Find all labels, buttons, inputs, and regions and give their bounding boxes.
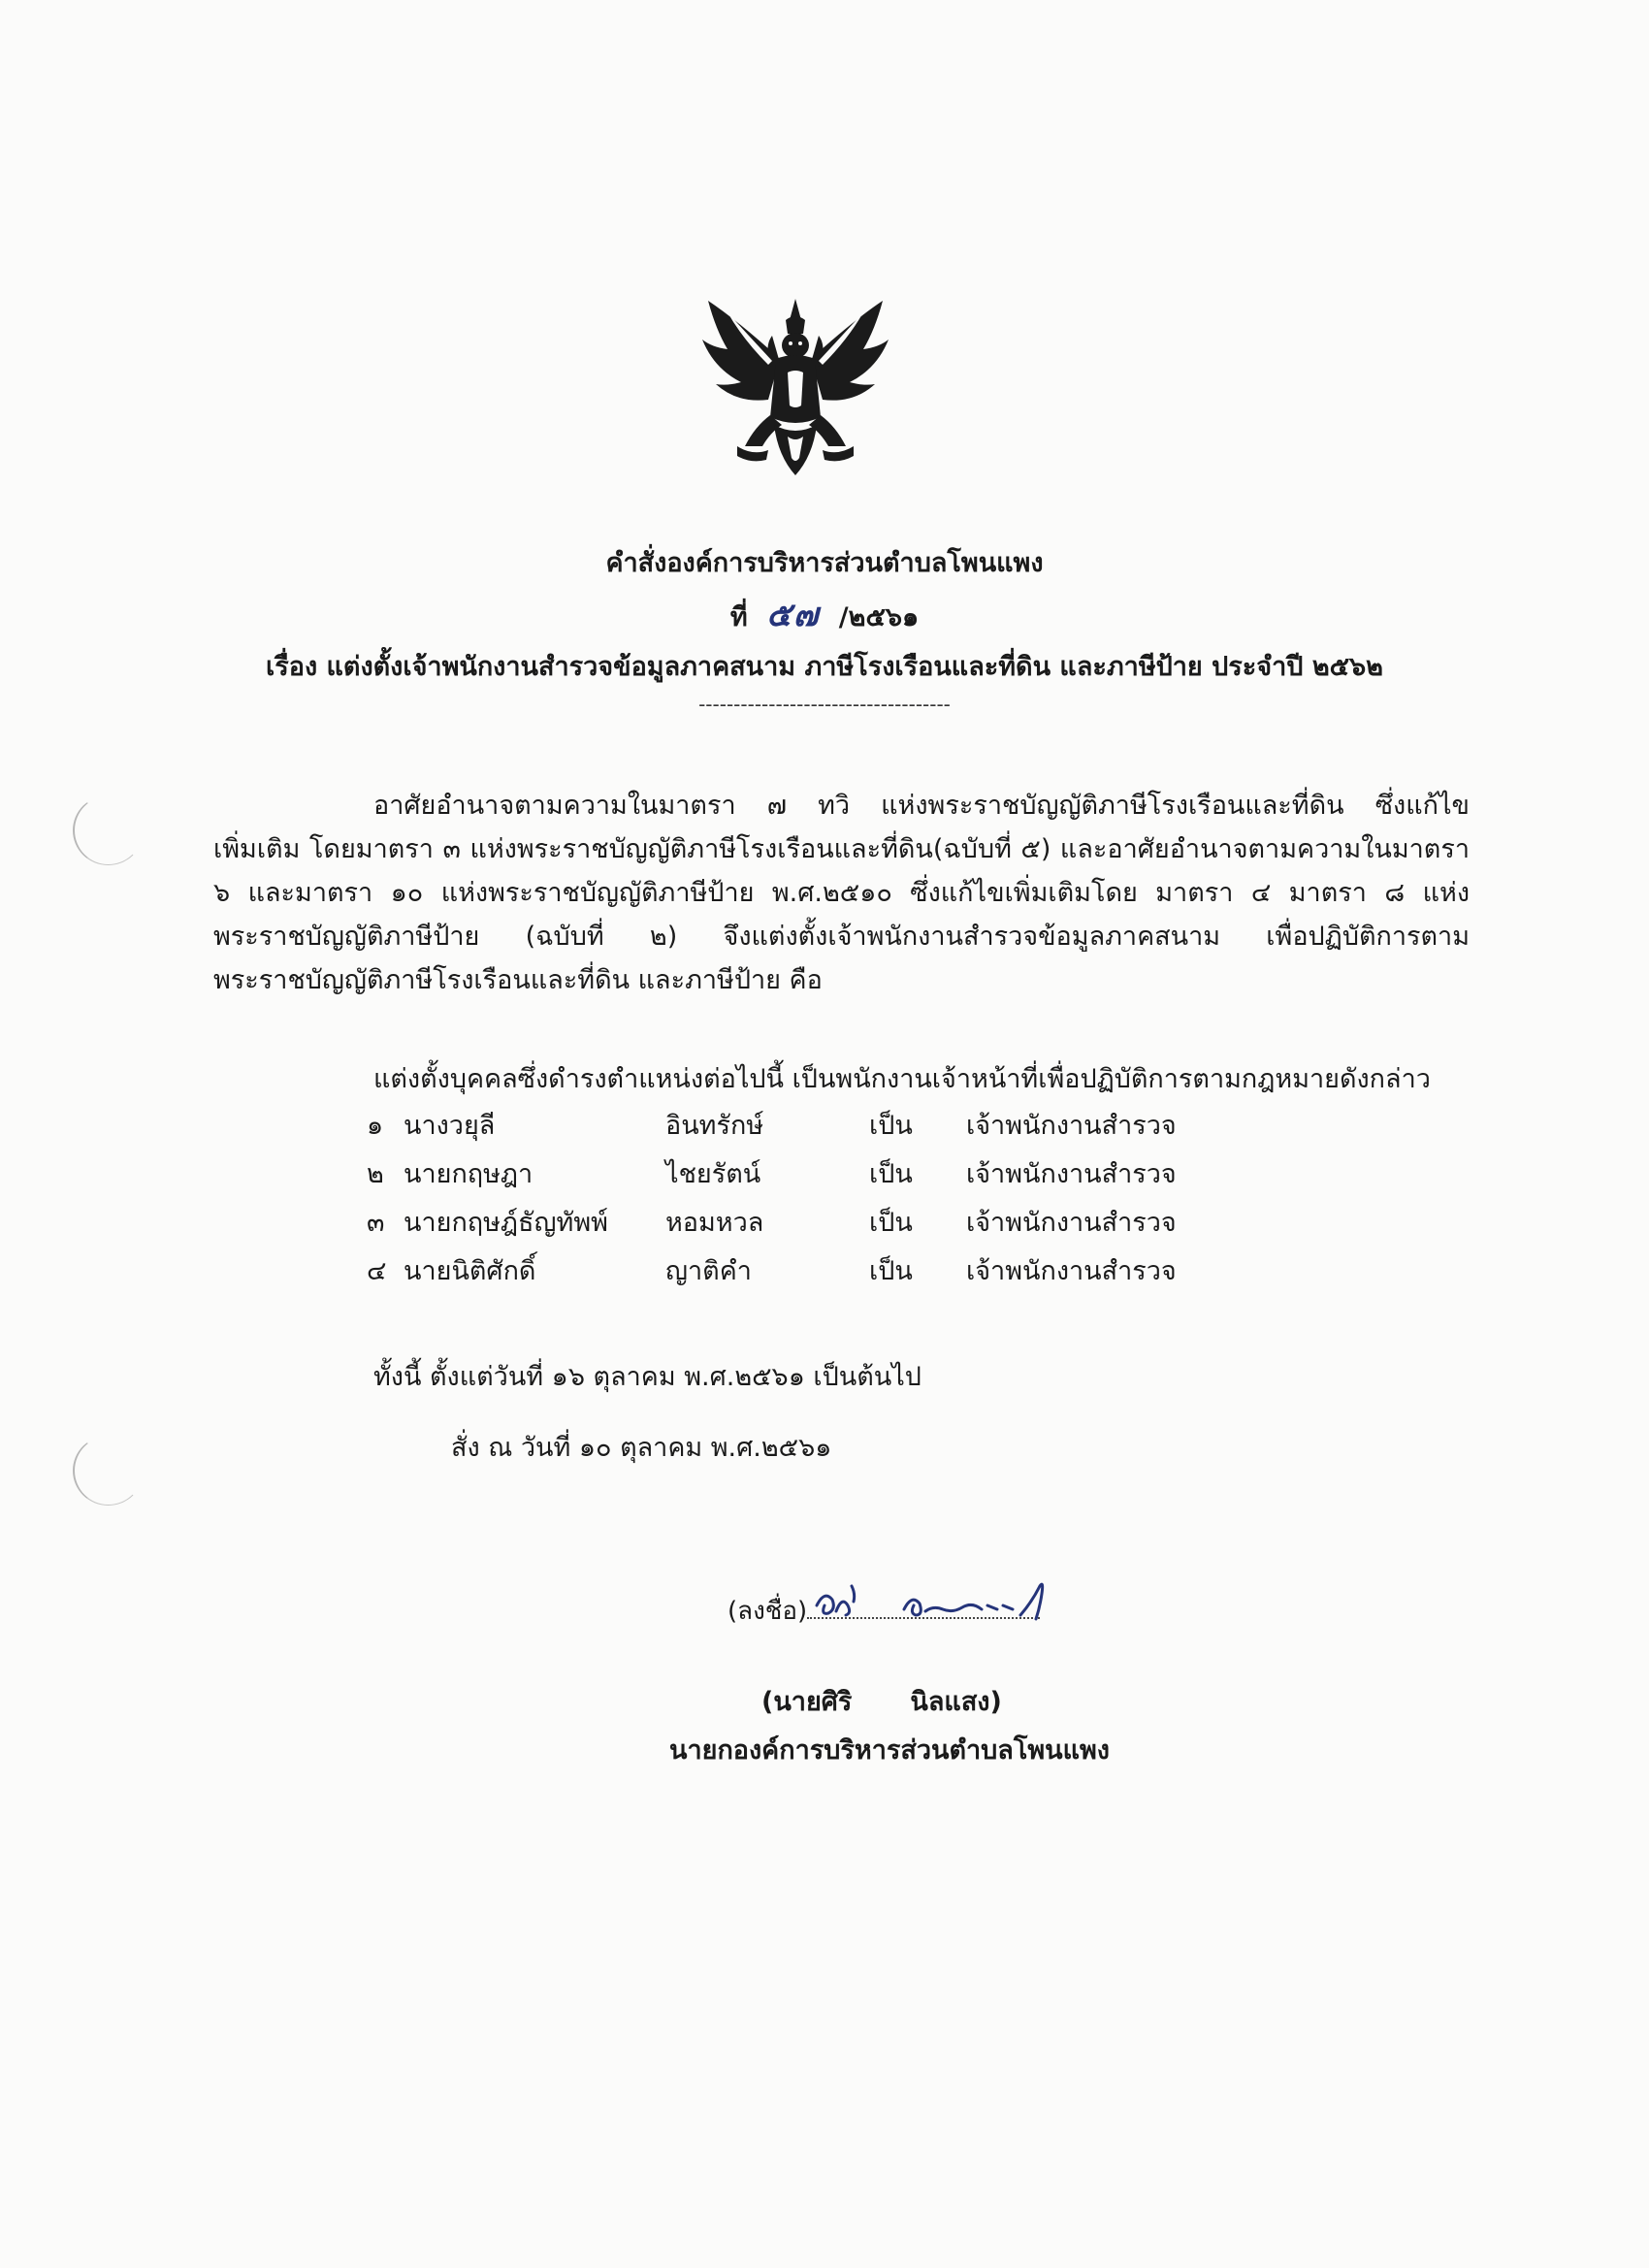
staff-row xyxy=(367,1104,1177,1152)
staff-as: เป็น xyxy=(869,1208,913,1238)
signer-first: (นายศิริ xyxy=(761,1687,853,1717)
staff-first-name: นายนิติศักดิ์ xyxy=(404,1256,536,1286)
preamble-line: พระราชบัญญัติภาษีโรงเรือนและที่ดิน และภาษีป้าย คือ xyxy=(213,965,823,995)
staff-position: เจ้าพนักงานสำรวจ xyxy=(966,1159,1177,1189)
punch-hole-upper xyxy=(73,795,144,865)
staff-number: ๑ xyxy=(367,1111,384,1141)
punch-hole-lower xyxy=(73,1436,144,1506)
staff-position: เจ้าพนักงานสำรวจ xyxy=(966,1256,1177,1286)
divider-rule: ------------------------------------ xyxy=(698,693,951,716)
order-number xyxy=(0,588,1649,640)
staff-position: เจ้าพนักงานสำรวจ xyxy=(966,1111,1177,1141)
staff-last-name: หอมหวล xyxy=(665,1208,764,1238)
appointment-intro: แต่งตั้งบุคคลซึ่งดำรงตำแหน่งต่อไปนี้ เป็นพนักงานเจ้าหน้าที่เพื่อปฏิบัติการตามกฎหมายดังกล่าว xyxy=(373,1064,1431,1094)
staff-as: เป็น xyxy=(869,1111,913,1141)
order-number-prefix: ที่ xyxy=(729,602,748,632)
garuda-emblem-icon xyxy=(698,291,892,485)
staff-number: ๒ xyxy=(367,1159,384,1189)
staff-first-name: นางวยุลี xyxy=(404,1111,496,1141)
staff-row xyxy=(367,1152,1177,1201)
preamble-paragraph xyxy=(213,784,1470,1002)
staff-as: เป็น xyxy=(869,1159,913,1189)
staff-as: เป็น xyxy=(869,1256,913,1286)
order-number-suffix: /๒๕๖๑ xyxy=(838,602,920,632)
handwritten-signature xyxy=(807,1576,1079,1630)
staff-first-name: นายกฤษฎ์ธัญทัพพ์ xyxy=(404,1208,608,1238)
order-title: คำสั่งองค์การบริหารส่วนตำบลโพนแพง xyxy=(605,548,1044,578)
staff-first-name: นายกฤษฎา xyxy=(404,1159,534,1189)
staff-last-name: อินทรักษ์ xyxy=(665,1111,764,1141)
order-number-handwritten: ๕๗ xyxy=(766,596,821,634)
signer-title: นายกองค์การบริหารส่วนตำบลโพนแพง xyxy=(669,1735,1110,1766)
signature-label: (ลงชื่อ) xyxy=(728,1597,808,1626)
staff-row xyxy=(367,1201,1177,1249)
staff-last-name: ไชยรัตน์ xyxy=(665,1159,761,1189)
preamble-line: เพิ่มเติม โดยมาตรา ๓ แห่งพระราชบัญญัติภาษีโรงเรือนและที่ดิน(ฉบับที่ ๕) และอาศัยอำนาจตามความในมาตรา xyxy=(213,834,1470,864)
order-subject: เรื่อง แต่งตั้งเจ้าพนักงานสำรวจข้อมูลภาคสนาม ภาษีโรงเรือนและที่ดิน และภาษีป้าย ประจำปี ๒๕๖๒ xyxy=(266,652,1383,682)
effective-date: ทั้งนี้ ตั้งแต่วันที่ ๑๖ ตุลาคม พ.ศ.๒๕๖๑ เป็นต้นไป xyxy=(373,1362,922,1392)
order-date: สั่ง ณ วันที่ ๑๐ ตุลาคม พ.ศ.๒๕๖๑ xyxy=(451,1433,832,1463)
staff-position: เจ้าพนักงานสำรวจ xyxy=(966,1208,1177,1238)
preamble-line: ๖ และมาตรา ๑๐ แห่งพระราชบัญญัติภาษีป้าย พ.ศ.๒๕๑๐ ซึ่งแก้ไขเพิ่มเติมโดย มาตรา ๔ มาตรา ๘ แห่ง xyxy=(213,878,1470,908)
preamble-line: พระราชบัญญัติภาษีป้าย (ฉบับที่ ๒) จึงแต่งตั้งเจ้าพนักงานสำรวจข้อมูลภาคสนาม เพื่อปฏิบัติการตาม xyxy=(213,922,1470,952)
signer-name xyxy=(761,1680,1002,1722)
preamble-line: อาศัยอำนาจตามความในมาตรา ๗ ทวิ แห่งพระราชบัญญัติภาษีโรงเรือนและที่ดิน ซึ่งแก้ไข xyxy=(373,791,1470,821)
staff-last-name: ญาติคำ xyxy=(665,1256,752,1286)
staff-number: ๔ xyxy=(367,1256,387,1286)
signer-last: นิลแสง) xyxy=(910,1687,1002,1717)
staff-table xyxy=(367,1104,1177,1298)
staff-row xyxy=(367,1249,1177,1298)
staff-number: ๓ xyxy=(367,1208,385,1238)
